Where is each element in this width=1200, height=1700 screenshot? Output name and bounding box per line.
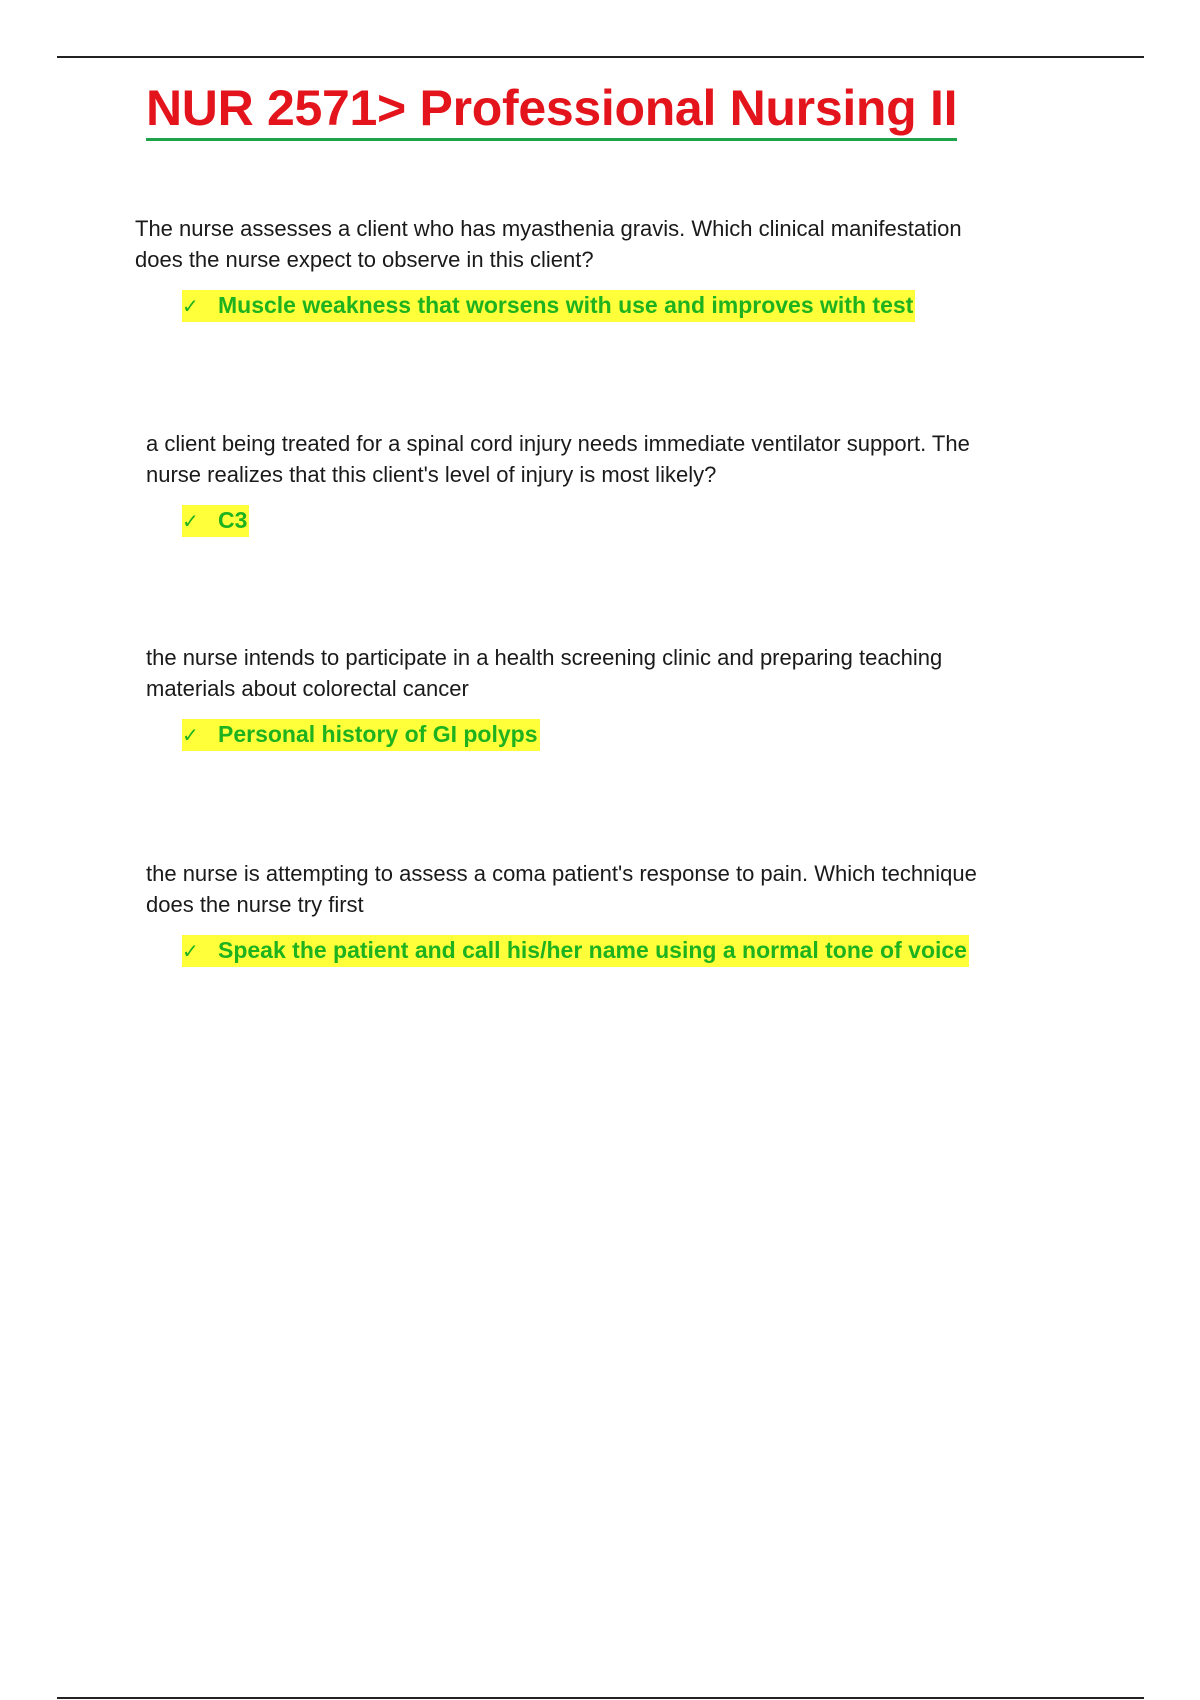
checkmark-icon: ✓ <box>182 511 199 533</box>
checkmark-icon: ✓ <box>182 296 199 318</box>
question-1-line-2: does the nurse expect to observe in this client? <box>135 247 594 272</box>
question-1 <box>135 213 962 275</box>
answer-2-text: C3 <box>218 507 248 533</box>
answer-2 <box>182 505 249 537</box>
question-4 <box>146 858 977 920</box>
bottom-rule <box>57 1697 1144 1699</box>
top-rule <box>57 56 1144 58</box>
answer-1 <box>182 290 915 322</box>
question-3-line-2: materials about colorectal cancer <box>146 676 469 701</box>
page-title: NUR 2571> Professional Nursing II <box>146 78 957 141</box>
answer-3 <box>182 719 540 751</box>
question-2-line-1: a client being treated for a spinal cord injury needs immediate ventilator support. The <box>146 431 970 456</box>
question-4-line-2: does the nurse try first <box>146 892 364 917</box>
answer-1-text: Muscle weakness that worsens with use and improves with test <box>218 292 914 318</box>
question-3 <box>146 642 942 704</box>
question-2-line-2: nurse realizes that this client's level of injury is most likely? <box>146 462 717 487</box>
question-2 <box>146 428 970 490</box>
question-4-line-1: the nurse is attempting to assess a coma patient's response to pain. Which technique <box>146 861 977 886</box>
answer-4-text: Speak the patient and call his/her name using a normal tone of voice <box>218 937 967 963</box>
answer-1-highlight <box>182 290 915 322</box>
answer-4-highlight <box>182 935 969 967</box>
answer-3-highlight <box>182 719 540 751</box>
answer-3-text: Personal history of GI polyps <box>218 721 538 747</box>
checkmark-icon: ✓ <box>182 725 199 747</box>
answer-2-highlight <box>182 505 249 537</box>
checkmark-icon: ✓ <box>182 941 199 963</box>
question-3-line-1: the nurse intends to participate in a health screening clinic and preparing teaching <box>146 645 943 670</box>
answer-4 <box>182 935 969 967</box>
question-1-line-1: The nurse assesses a client who has myasthenia gravis. Which clinical manifestation <box>135 216 962 241</box>
